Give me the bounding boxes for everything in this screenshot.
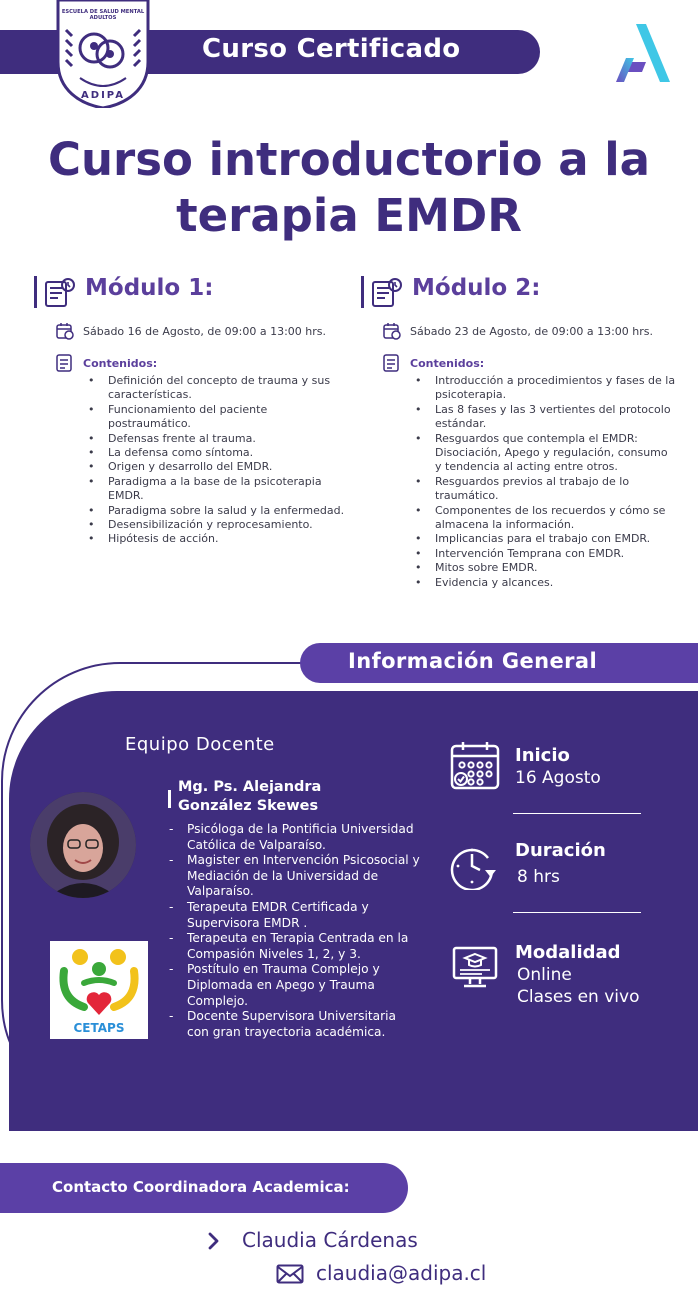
module-book-icon [44,276,76,308]
svg-text:ADIPA: ADIPA [81,90,125,101]
list-item: • Componentes de los recuerdos y cómo se almacena la información. [415,504,677,533]
mail-icon [276,1264,304,1284]
list-item: • Resguardos que contempla el EMDR: Disociación, Apego y regulación, consumo y tendencia al acting entre otros. [415,432,677,475]
contact-email-link[interactable]: claudia@adipa.cl [316,1261,487,1285]
modality-online: Online [517,965,572,985]
module-2-content-list [415,374,677,590]
module-2-title: Módulo 2: [412,275,541,301]
info-section-title: Información General [348,649,598,673]
list-item: • Evidencia y alcances. [415,576,677,590]
list-item: • Resguardos previos al trabajo de lo traumático. [415,475,677,504]
start-value: 16 Agosto [515,768,601,788]
cetaps-logo-text: CETAPS [73,1021,125,1035]
checklist-icon [383,354,401,372]
list-item: - Postítulo en Trauma Complejo y Diplomada en Apego y Trauma Complejo. [168,962,420,1009]
info-section-banner [300,643,698,683]
checklist-icon [56,354,74,372]
course-type-label: Curso Certificado [202,34,461,64]
module-1-contents-label: Contenidos: [83,357,158,370]
clock-icon [448,840,498,890]
list-item: • Las 8 fases y las 3 vertientes del protocolo estándar. [415,403,677,432]
module-book-icon [371,276,403,308]
module-1-date: Sábado 16 de Agosto, de 09:00 a 13:00 hrs. [83,325,326,338]
contact-label: Contacto Coordinadora Academica: [52,1178,350,1196]
list-item: • Intervención Temprana con EMDR. [415,547,677,561]
module-1 [34,272,364,546]
cetaps-logo [50,941,148,1039]
list-item: • Definición del concepto de trauma y sus características. [88,374,350,403]
course-title-line-1: Curso introductorio a la [47,133,651,186]
svg-text:ADULTOS: ADULTOS [89,15,117,21]
chevron-right-icon [206,1231,222,1251]
module-accent-bar [34,276,37,308]
list-item: • Origen y desarrollo del EMDR. [88,460,350,474]
contact-banner [0,1163,408,1213]
module-1-content-list [88,374,350,547]
module-1-title: Módulo 1: [85,275,214,301]
duration-value: 8 hrs [517,867,560,887]
online-class-icon [452,944,498,990]
teacher-name: Mg. Ps. Alejandra González Skewes [178,779,322,814]
list-item: - Psicóloga de la Pontificia Universidad Católica de Valparaíso. [168,822,420,853]
duration-label: Duración [515,840,606,861]
list-item: • Hipótesis de acción. [88,532,350,546]
teacher-accent-bar [168,790,171,808]
contact-name: Claudia Cárdenas [242,1228,418,1252]
list-item: - Terapeuta en Terapia Centrada en la Compasión Niveles 1, 2, y 3. [168,931,420,962]
course-title-line-2: terapia EMDR [176,189,522,242]
list-item: • Paradigma a la base de la psicoterapia EMDR. [88,475,350,504]
svg-text:ESCUELA DE SALUD MENTAL: ESCUELA DE SALUD MENTAL [61,9,145,15]
list-item: • Defensas frente al trauma. [88,432,350,446]
list-item: - Docente Supervisora Universitaria con gran trayectoria académica. [168,1009,420,1040]
calendar-clock-icon [56,322,74,340]
modality-label: Modalidad [515,942,621,963]
list-item: • Desensibilización y reprocesamiento. [88,518,350,532]
start-label: Inicio [515,745,570,766]
teacher-photo [30,792,136,898]
module-2 [361,272,691,589]
divider [513,813,641,814]
calendar-clock-icon [383,322,401,340]
team-title: Equipo Docente [125,734,275,755]
list-item: - Magister en Intervención Psicosocial y Mediación de la Universidad de Valparaíso. [168,853,420,900]
module-2-header [361,272,691,308]
list-item: • Paradigma sobre la salud y la enfermedad. [88,504,350,518]
adipa-shield-logo [54,0,152,108]
list-item: • Introducción a procedimientos y fases de la psicoterapia. [415,374,677,403]
teacher-credentials [168,822,420,1040]
list-item: • La defensa como síntoma. [88,446,350,460]
list-item: - Terapeuta EMDR Certificada y Supervisora EMDR . [168,900,420,931]
adipa-a-logo [612,22,672,84]
modality-live: Clases en vivo [517,987,640,1007]
module-2-date: Sábado 23 de Agosto, de 09:00 a 13:00 hrs. [410,325,653,338]
calendar-icon [450,740,500,790]
divider [513,912,641,913]
module-accent-bar [361,276,364,308]
list-item: • Mitos sobre EMDR. [415,561,677,575]
course-title [0,132,698,244]
list-item: • Funcionamiento del paciente postraumático. [88,403,350,432]
module-1-header [34,272,364,308]
module-2-contents-label: Contenidos: [410,357,485,370]
list-item: • Implicancias para el trabajo con EMDR. [415,532,677,546]
